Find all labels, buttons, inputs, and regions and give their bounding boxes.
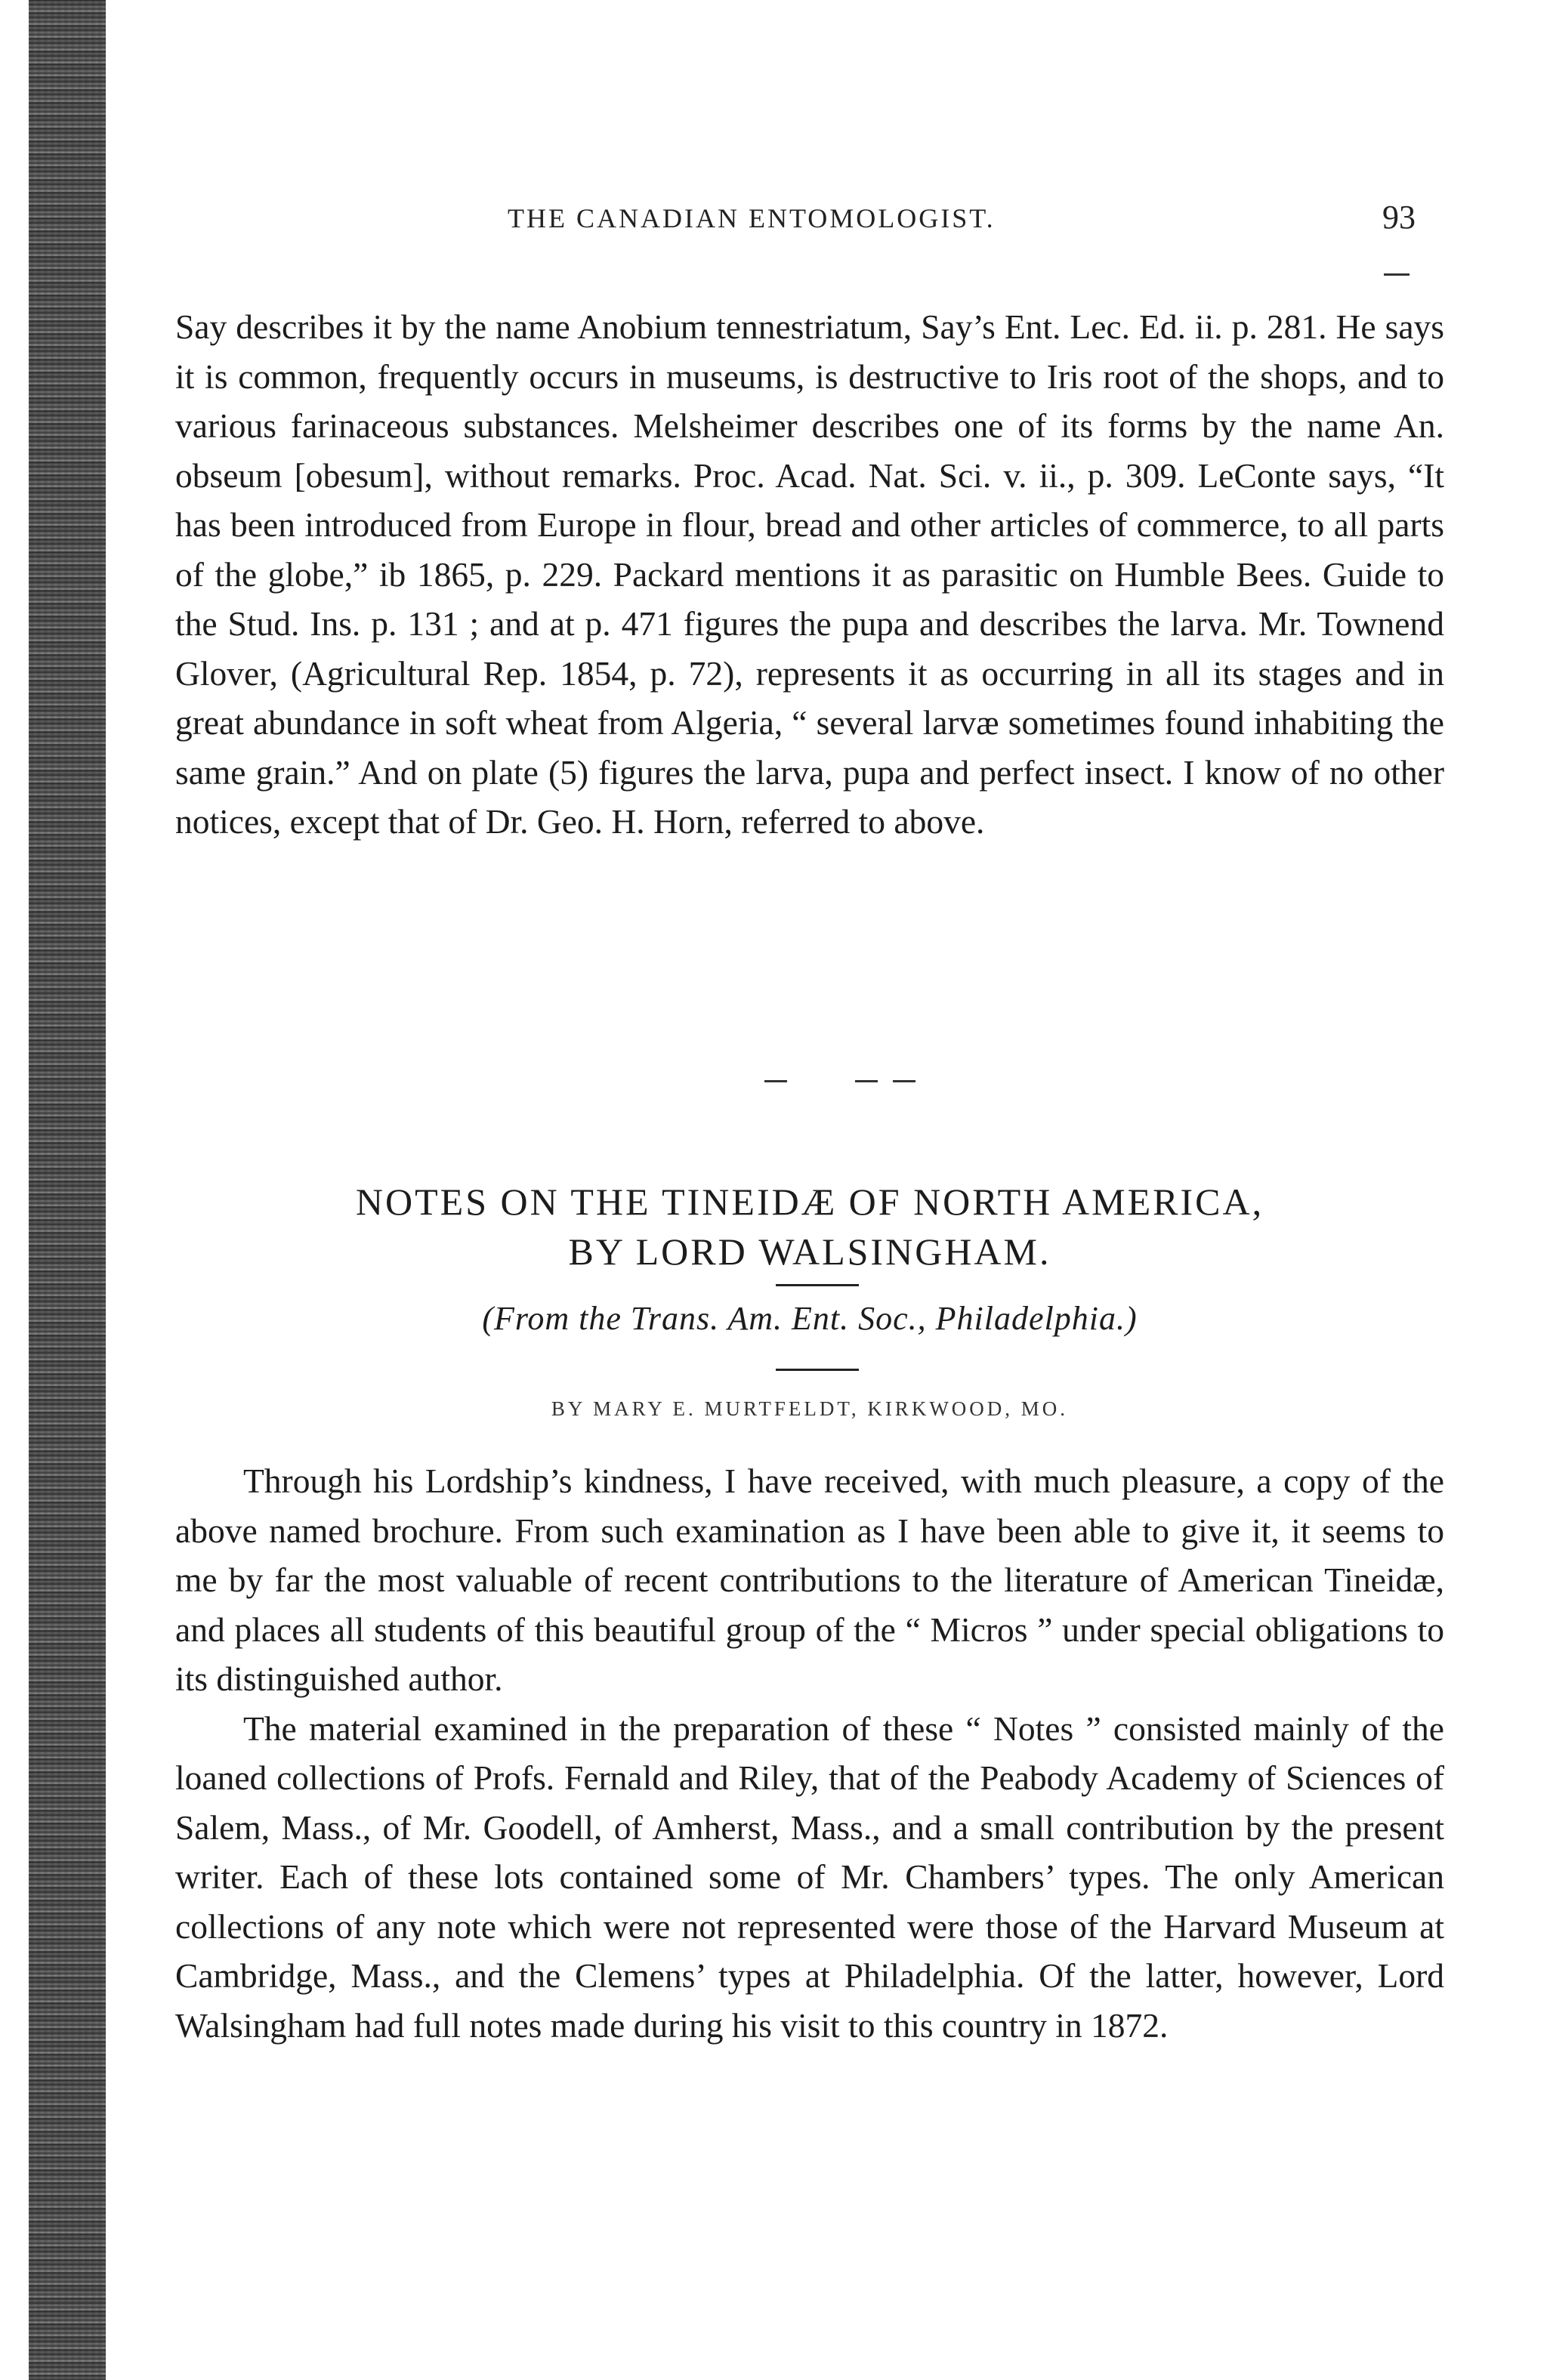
section-separator (175, 1080, 1444, 1088)
paragraph-text: Say describes it by the name Anobium tennestriatum, Say’s Ent. Lec. Ed. ii. p. 281. He says it is common, frequently occurs in museums, is destructive to Iris root of the shops, and to various farinaceous substances. Melsheimer describes one of its forms by the name An. obseum [obesum], without remarks. Proc. Acad. Nat. Sci. v. ii., p. 309. LeConte says, “It has been introduced from Europe in flour, bread and other articles of commerce, to all parts of the globe,” ib 1865, p. 229. Packard mentions it as parasitic on Humble Bees. Guide to the Stud. Ins. p. 131 ; and at p. 471 figures the pupa and describes the larva. Mr. Townend Glover, (Agricultural Rep. 1854, p. 72), represents it as occurring in all its stages and in great abundance in soft wheat from Algeria, “ several larvæ sometimes found inhabiting the same grain.” And on plate (5) figures the larva, pupa and perfect insect. I know of no other notices, except that of Dr. Geo. H. Horn, referred to above. (175, 307, 1444, 841)
running-head (175, 198, 1444, 243)
separator-dash (855, 1080, 878, 1082)
article-title (175, 1177, 1444, 1276)
running-title: THE CANADIAN ENTOMOLOGIST. (508, 203, 996, 233)
header-dash (1384, 273, 1410, 276)
page-number: 93 (1382, 199, 1416, 236)
paragraph-text: The material examined in the preparation of these “ Notes ” consisted mainly of the loaned collections of Profs. Fernald and Riley, that of the Peabody Academy of Sciences of Salem, Mass., of Mr. Goodell, of Amherst, Mass., and a small contribution by the present writer. Each of these lots contained some of Mr. Chambers’ types. The only American collections of any note which were not represented were those of the Harvard Museum at Cambridge, Mass., and the Clemens’ types at Philadelphia. Of the latter, however, Lord Walsingham had full notes made during his visit to this country in 1872. (175, 1709, 1444, 2045)
scanned-binding-edge (29, 0, 106, 2380)
article-title-line: NOTES ON THE TINEIDÆ OF NORTH AMERICA, (355, 1181, 1264, 1223)
title-rule (776, 1284, 859, 1286)
byline-rule (776, 1369, 859, 1371)
book-page (175, 0, 1444, 2380)
source-line: (From the Trans. Am. Ent. Soc., Philadelphia.) (482, 1300, 1138, 1337)
article-body (175, 1456, 1444, 2050)
paragraph-text: Through his Lordship’s kindness, I have received, with much pleasure, a copy of the above named brochure. From such examination as I have been able to give it, it seems to me by far the most valuable of recent contributions to the literature of American Tineidæ, and places all students of this beautiful group of the “ Micros ” under special obligations to its distinguished author. (175, 1462, 1444, 1698)
byline: BY MARY E. MURTFELDT, KIRKWOOD, MO. (551, 1397, 1069, 1420)
continued-paragraph (175, 302, 1444, 847)
separator-dash (893, 1080, 915, 1082)
article-title-line: BY LORD WALSINGHAM. (568, 1230, 1051, 1273)
separator-dash (764, 1080, 787, 1082)
